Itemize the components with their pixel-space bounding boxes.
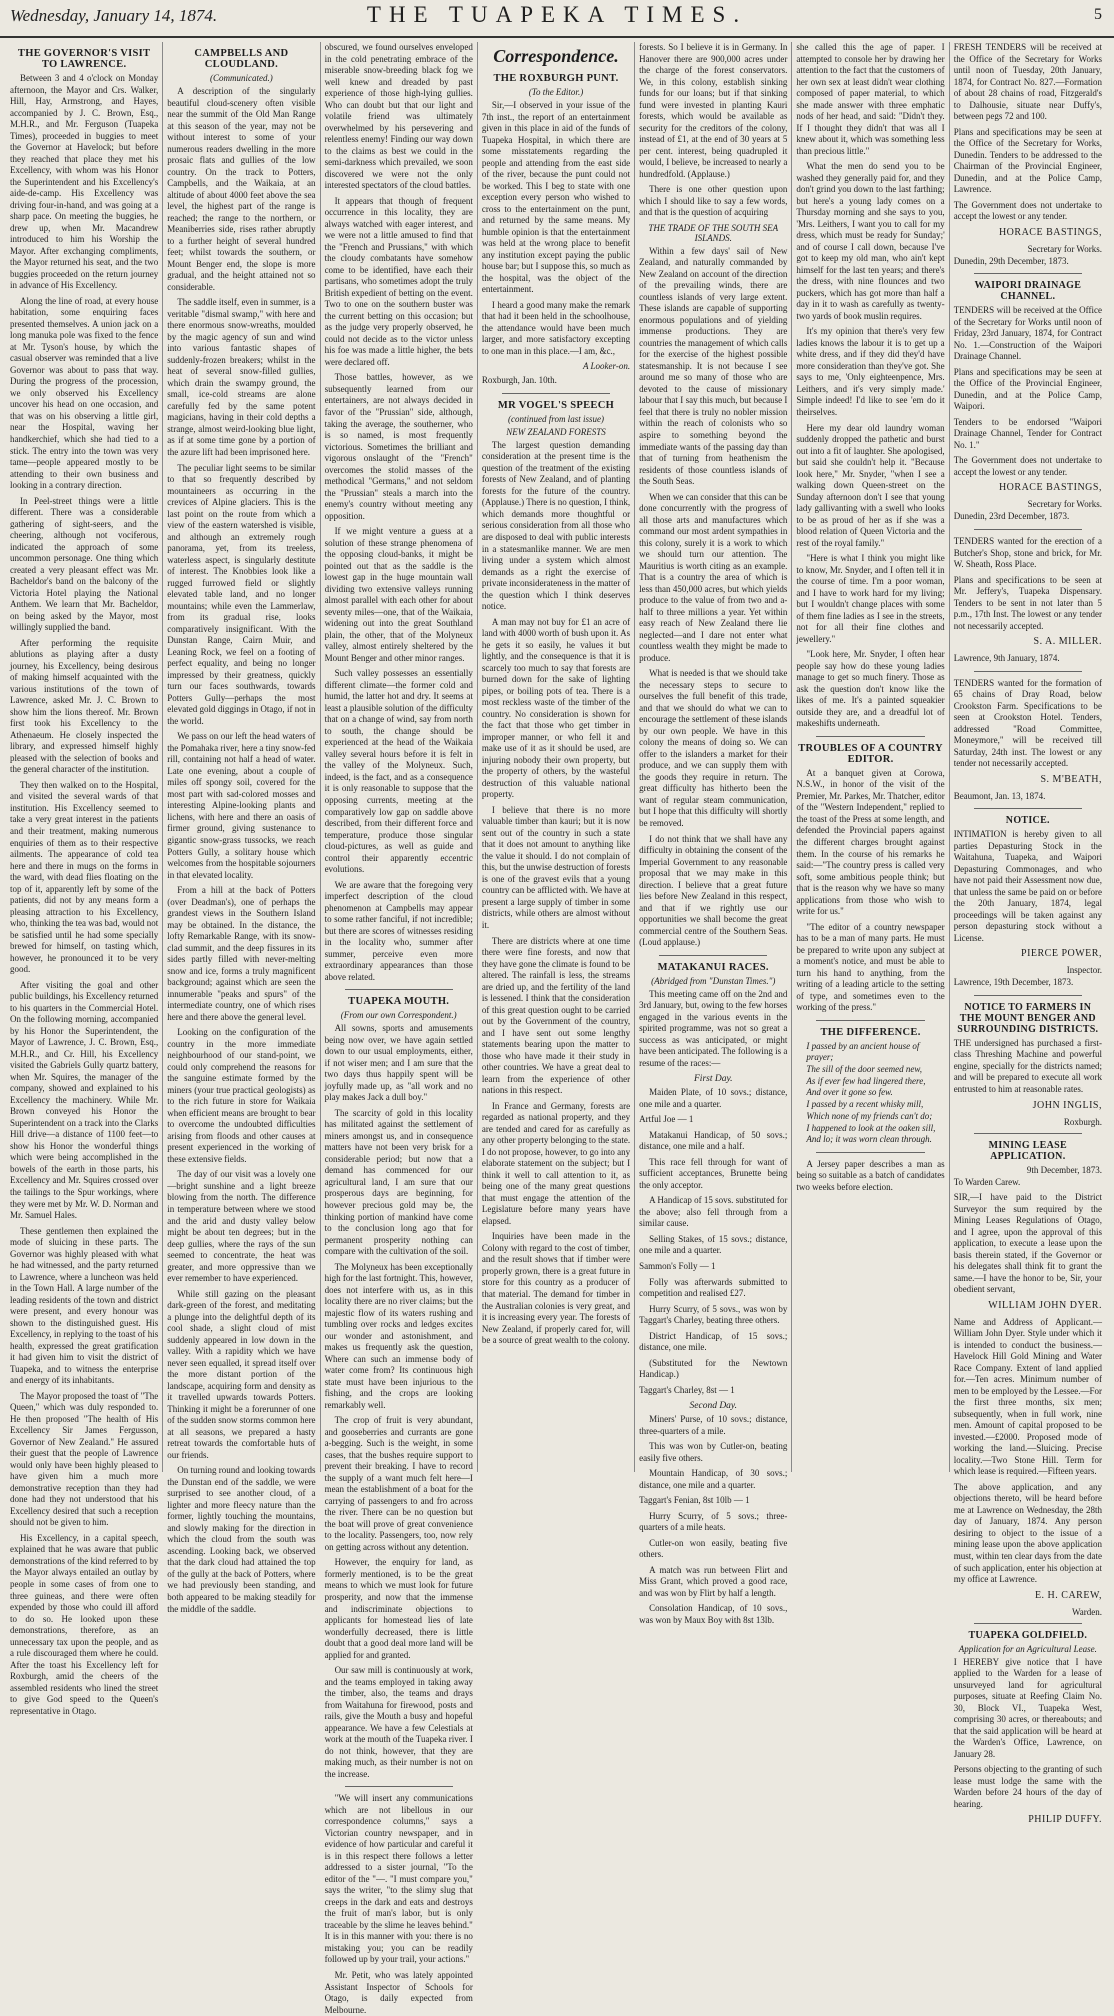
paragraph: Between 3 and 4 o'clock on Monday afternoon, the Mayor and Crs. Walker, Hill, Hay, Armstrong, and Hayes, accompanied by J. C. Brown, Esq., M.H.R., and Mr. Ferguson (Tuapeka Times), proceeded in buggies to meet the Governor at Havelock; but before they reached that place they met his Excellency, with whom was his Honor the Superintendent and his Excellency's aide-de-camp. His Excellency was driving four-in-hand, and was going at a sharp pace. On meeting the buggies, he drew up, when Mr. Macandrew introduced to him his Worship the Mayor. After exchanging compliments, the Mayor returned his seat, and the two buggies proceeded on the return journey in advance of His Excellency.	[10, 73, 159, 291]
ad-role: Inspector.	[1066, 965, 1102, 976]
paragraph: Here my dear old laundry woman suddenly dropped the pathetic and burst out into a fit of laughter. She apologised, but said she couldn't help it. "Because look here," Mr. Snyder, "when I see a walking down Queen-street on the Sunday afternoon don't I see that young lady gallivanting with a swell who looks to be as proud of her as if she was a blood relation of Queen Victoria and the rest of the royal family."	[796, 422, 945, 548]
poem-line: I passed by a recent whisky mill,	[806, 1099, 924, 1110]
race-note: A Handicap of 15 sovs. substituted for the above; also fell through from a similar cause.	[639, 1195, 788, 1229]
paragraph: she called this the age of paper. I attempted to console her by drawing her attention to the fact that the customers of her own sex at least didn't wear clothing composed of paper material, to which she made answer with three emphatic nods of her head, and said: "Didn't they. If I thought they didn't that was all I knew about it, which was something less than precious little."	[796, 42, 945, 156]
ad-paragraph: Plans and specifications may be seen at the Office of the Secretary for Works, Dunedin. Tenders to be addressed to the Chairman of the Provincial Engineer, Dunedin, and at the Police Camp, Lawrence.	[953, 126, 1102, 195]
paragraph: This meeting came off on the 2nd and 3rd January, but, owing to the few horses engaged in the various events in the spirited programme, was not so great a success as was anticipated, or might have been anticipated. The following is a resume of the races:—	[639, 988, 788, 1068]
ad-signatory: PHILIP DUFFY.	[1028, 1814, 1102, 1826]
poem-line: And lo; it was worn clean through.	[806, 1134, 932, 1145]
divider	[974, 529, 1082, 530]
ad-paragraph: THE undersigned has purchased a first-class Threshing Machine and powerful engine, specially for the districts named; and will be prepared to execute all work entrusted to him at reasonable rates.	[953, 1037, 1102, 1094]
poem-line: And over it gone so few.	[806, 1087, 893, 1098]
article-subtitle: (From our own Correspondent.)	[340, 1010, 457, 1021]
paragraph: "The editor of a country newspaper has to be a man of many parts. He must be prepared to write upon any subject at a moment's notice, and must be able to turn his hand to anything, from the writing of a leading article to the setting of type, and sometimes even to the working of the press."	[796, 921, 945, 1013]
article-title-governors-visit: THE GOVERNOR'S VISIT TO LAWRENCE.	[17, 48, 151, 70]
divider	[659, 955, 767, 956]
letter-place: Roxburgh, Jan. 10th.	[481, 375, 557, 386]
divider	[816, 736, 924, 737]
paragraph: His Excellency, in a capital speech, explained that he was aware that public demonstrations of the kind referred to by the Mayor always entailed an outlay by people in some cases of from one to three guineas, and there were often expended by those who could ill afford to do so. He looked upon these demonstrations, therefore, as an unnecessary tax upon the people, and as a rule discouraged them where he could. After the toast his Excellency left for Roxburgh, amid the cheers of the assembled residents who lined the street to give God speed to the Queen's representative in Otago.	[10, 1532, 159, 1716]
poem-line: Which none of my friends can't do;	[806, 1110, 933, 1121]
paragraph: The Molyneux has been exceptionally high for the last fortnight. This, however, does not interfere with us, as in this locality there are no river claims; but the majestic flow of its waters rushing and tumbling over rocks and ledges excites our wonder and astonishment, and makes us frequently ask the question, Where can such an immense body of water come from? Its continuous high state must have been injurious to the fishing, and the crops are looking remarkably well.	[324, 1261, 473, 1410]
paragraph: "Here is what I think you might like to know, Mr. Snyder, and I often tell it in the course of time. I'm a poor woman, and I have to work hard for my living; but I wouldn't change places with some of them fine ladies as I see in the streets, not for all their fine clothes and jewellery."	[796, 553, 945, 644]
race-entry: Hurry Scurry, of 5 sovs., was won by Taggart's Charley, beating three others.	[639, 1303, 788, 1326]
race-day-heading: Second Day.	[689, 1401, 738, 1412]
paragraph: The saddle itself, even in summer, is a veritable "dismal swamp," with here and there enormous snow-wreaths, moulded by the magic agency of sun and wind into various fantastic shapes of suddenly-frozen breakers; whilst in the heat of several snow-filled gullies, which drain the swampy ground, the small, ice-cold streams are alone carefully fed by the same potent magicians, having in their cold depths a strange, almost weird-looking blue light, as if at some time gone by a portion of the azure lift had been imprisoned here.	[167, 297, 316, 457]
ad-paragraph: Persons objecting to the granting of such lease must lodge the same with the Warden before 24 hours of the day of hearing.	[953, 1764, 1102, 1809]
ad-title-tuapeka-goldfield: TUAPEKA GOLDFIELD.	[968, 1629, 1088, 1641]
ad-paragraph: To Warden Carew.	[953, 1176, 1021, 1187]
paragraph: From a hill at the back of Potters (over Deadman's), one of perhaps the grandest views in the Southern Island may be obtained. In the distance, the lofty Remarkable Range, with its snow-clad summit, and the deep fissures in its sides partly filled with never-melting snow and ice, forms a truly magnificent background; against which are seen the innumerable "peaks and spurs" of the intermediate country, one of which rises here and there above the general level.	[167, 885, 316, 1022]
ad-subtitle: Application for an Agricultural Lease.	[958, 1643, 1097, 1654]
race-note: Consolation Handicap, of 10 sovs., was won by Maux Boy with 8st 13lb.	[639, 1603, 788, 1625]
article-title-matakanui-races: MATAKANUI RACES.	[657, 961, 769, 973]
paragraph: We are aware that the foregoing very imperfect description of the cloud phenomenon at Campbells may appear to some rather fanciful, if not incredible; but there are scores of witnesses residing in the locality who, summer after summer, perceive even more extraordinary appearances than those above related.	[324, 879, 473, 982]
divider	[345, 989, 453, 990]
ad-paragraph: TENDERS wanted for the formation of 65 chains of Dray Road, below Crookston Farm. Specifications to be seen at Crookston Hotel. Tenders, addressed "Road Committee, Moneymore," will be received till Saturday, 24th inst. The lowest or any tender not necessarily accepted.	[953, 677, 1102, 769]
masthead-date: Wednesday, January 14, 1874.	[10, 6, 218, 25]
article-title-country-editor: TROUBLES OF A COUNTRY EDITOR.	[798, 742, 943, 765]
ad-signatory: HORACE BASTINGS,	[998, 226, 1102, 238]
paragraph: Sir,—I observed in your issue of the 7th inst., the report of an entertainment given in this place in aid of the funds of Tuapeka Hospital, in which there are some misstatements regarding the people and attending from the east side of the river, because the punt could not be worked. This I beg to state with one exception every person who wished to cross to the entertainment on the punt, and returned by the same means. My humble opinion is that the entertainment was held at the wrong place to benefit any institution except paying the public house bar; but I suppose this, so much as the hospital, was the object of the entertainment.	[481, 100, 631, 295]
ad-date: Lawrence, 9th January, 1874.	[953, 653, 1060, 664]
column-7-advertisements	[950, 42, 1106, 1826]
race-entry: Mountain Handicap, of 30 sovs.; distance, one mile and a quarter.	[639, 1468, 788, 1490]
poem-line: The sill of the door seemed new,	[806, 1064, 922, 1075]
ad-paragraph: INTIMATION is hereby given to all parties Depasturing Stock in the Waitahuna, Tuapeka, and Waipori Depasturing Commonages, and who have not paid their Assessment now due, that unless the same be paid on or before the 20th January, 1874, legal proceedings will be taken against any person depasturing stock without a License.	[953, 829, 1102, 943]
paragraph: However, the enquiry for land, as formerly mentioned, is to be the great means to which we must look for future prosperity, and now that the immense and indiscriminate objections to applicants for homestead lies of late wonderfully decreased, there is little doubt that a good deal more land will be applied for and granted.	[324, 1557, 473, 1660]
section-banner-correspondence: Correspondence.	[493, 46, 619, 66]
divider	[974, 995, 1082, 996]
paragraph: On turning round and looking towards the Dunstan end of the saddle, we were surprised to see another cloud, of a lighter and more fleecy nature than the former, lightly touching the mountains, and slowly making for the direction in which the cloud from the south was ascending. Looking back, we observed that the dark cloud had attained the top of the gully at the back of Potters, where we had previously been standing, and both appeared to be making steadily for the middle of the saddle.	[167, 1465, 316, 1614]
divider	[974, 1623, 1082, 1624]
divider	[974, 671, 1082, 672]
ad-role: Roxburgh.	[1063, 1116, 1102, 1127]
ad-signatory: HORACE BASTINGS,	[998, 482, 1102, 494]
paragraph: At a banquet given at Corowa, N.S.W., in honor of the visit of the Premier, Mr. Parkes, Mr. Thatcher, editor of the "Western Independent," replied to the toast of the Press at some length, and defended the Provincial papers against the different charges brought against them. In the course of his remarks he said:—"The country press is called very soft, some ambitious people think; but that is the reason why we have so many applications from those who wish to write for us."	[796, 767, 945, 917]
ad-date: 9th December, 1873.	[1026, 1164, 1102, 1175]
ad-date: Lawrence, 19th December, 1873.	[953, 977, 1074, 988]
ad-fresh-tenders-body: FRESH TENDERS will be received at the Office of the Secretary for Works until noon of Tuesday, 20th January, 1874, for Contract No. 827.—Formation of about 28 chains of road, Fitzgerald's to Dalhousie, situate near Duffy's, between pegs 72 and 100.	[953, 42, 1102, 122]
paragraph: The crop of fruit is very abundant, and gooseberries and currants are gone a-begging. Such is the weight, in some cases, that the bushes require support to prevent their breaking. I have to record the supply of a want much felt here—I mean the establishment of a boat for the carrying of passengers to and fro across the river. There can be no question but the boat will prove of great convenience to the locality. Passengers, too, now rely on getting across without any detention.	[324, 1415, 473, 1552]
poem-line: I passed by an ancient house of prayer;	[806, 1040, 920, 1063]
article-title-campbells-cloudland: CAMPBELLS AND CLOUDLAND.	[194, 48, 289, 70]
paragraph: These gentlemen then explained the mode of sluicing in these parts. The Governor was highly pleased with what he had witnessed, and the party returned to Lawrence, where a luncheon was held in the Town Hall. A large number of the leading residents of the town and district were present, and every honour was shown to the distinguished guest. His Excellency, in replying to the toast of his health, expressed the great gratification it had given him to visit the district of Tuapeka, and to witness the enterprise and energy of its inhabitants.	[10, 1225, 159, 1386]
paragraph: After performing the requisite ablutions as playing after a dusty journey, his Excellency, being desirous of making himself acquainted with the various institutions of the town of Lawrence, asked Mr. J. C. Brown to show him the lions thereof. Mr. Brown first took his Excellency to the Athenaeum. He closely inspected the library, and expressed himself highly pleased with the selection of books and the general character of the institution.	[10, 637, 159, 775]
ad-paragraph: Plans and specifications may be seen at the Office of the Provincial Engineer, Dunedin, and at the Police Camp, Waipori.	[953, 366, 1102, 412]
ad-title-notice-to-farmers: NOTICE TO FARMERS IN THE MOUNT BENGER AND SURROUNDING DISTRICTS.	[957, 1001, 1099, 1035]
poem-line: I happened to look at the oaken sill,	[806, 1122, 936, 1133]
paragraph: If we might venture a guess at a solution of these strange phenomena of the opposing cloud-banks, it might be pointed out that as the saddle is the lowest gap in the huge mountain wall dividing two extensive valleys running almost parallel with each other for about seventy miles—one, that of the Waikaia, widening out into the great Southland plain, the other, that of the Molyneux valley, almost entirely sheltered by the Mount Benger and other minor ranges.	[324, 526, 473, 663]
divider	[974, 808, 1082, 809]
paragraph: forests. So I believe it is in Germany. In Hanover there are 900,000 acres under the charge of the forest conservators. We, in this colony, establish sinking funds for our loans; but if that sinking fund were invested in planting Kauri forests, which would be available as security for the creditors of the colony, instead of £1, at the end of 30 years at 5 per cent. interest, being quadrupled it would, I believe, be increased to nearly a hundredfold. (Applause.)	[639, 42, 788, 179]
paragraph: I heard a good many make the remark that had it been held in the schoolhouse, the attendance would have been much larger, and more satisfactory excepting to one man in this place.—I am, &c.,	[481, 299, 631, 356]
section-subhead: NEW ZEALAND FORESTS	[506, 426, 606, 437]
divider	[502, 393, 610, 394]
race-entry: Maiden Plate, of 10 sovs.; distance, one mile and a quarter.	[639, 1087, 788, 1109]
poem-line: As if ever few had lingered there,	[806, 1075, 926, 1086]
divider	[345, 1786, 453, 1787]
ad-paragraph: TENDERS will be received at the Office of the Secretary for Works until noon of Friday, 23rd January, 1874, for Contract No. 1.—Construction of the Waipori Drainage Channel.	[953, 305, 1102, 362]
paragraph: A man may not buy for £1 an acre of land with 4000 worth of bush upon it. As he gets it so easily, he values it but lightly, and the consequence is that it is scarcely too much to say that forests are burned down for the sake of lighting pipes, or boiling pots of tea. There is a most reckless waste of the timber of the country. No consideration is shown for the fact that those who get timber in improper manner, or who fell it and make use of it as it should be used, are injuring nobody their own property, but the property of others, by the wasteful destruction of this valuable national property.	[481, 616, 631, 800]
letter-signature: A Looker-on.	[582, 361, 631, 372]
ad-date: Beaumont, Jan. 13, 1874.	[953, 790, 1046, 801]
race-entry: Matakanui Handicap, of 50 sovs.; distance, one mile and a half.	[639, 1129, 788, 1152]
race-entry: District Handicap, of 15 sovs.; distance, one mile.	[639, 1330, 788, 1353]
paragraph: Such valley possesses an essentially different climate—the former cold and humid, the latter hot and dry. It seems at least a plausible solution of the difficulty that on a change of wind, say from north to south, the change should be experienced at the head of the Waikaia valley several hours before it is felt in the valley of the Molyneux. Such, indeed, is the fact, and as a consequence it is only reasonable to suppose that the opposing currents, meeting at the comparatively low gap on saddle above described, from their different force and temperature, produce those singular cloud-pictures, as well as guide and control their apparently eccentric evolutions.	[324, 668, 473, 875]
paragraph: What the men do send you to be washed they generally paid for, and they don't grind you down to the last farthing; but here's a young lady comes on a Thursday morning and she says to you, 'Mrs. Leithers, I want you to call for my dress, which must be ready for Sunday;' and of course I call down, because I've got to keep my old man, who ain't kept himself for the last ten years; and there's the dress, with nine flounces and two puckers, which has got more than half a day in it to wash as carefully as twenty-two yards of book muslin requires.	[796, 161, 945, 321]
paragraph: What is needed is that we should take the necessary steps to secure to ourselves the full benefit of this trade, and that we should do what we can to encourage the settlement of these islands by our own people. We have in this colony the means of doing so. We can offer to the islanders a market for their produce, and we can supply them with the goods they require in return. The great difficulty has hitherto been the want of regular steam communication, but I hope that this difficulty will shortly be removed.	[639, 668, 788, 828]
paragraph: They then walked on to the Hospital, and visited the several wards of that institution. His Excellency seemed to take a very great interest in the patients and their treatment, making numerous enquiries of them as to their respective ailments. The appearance of cold tea here and there in mugs on the forms in the ward, with dead flies floating on the top of it, apparently left by some of the patients, did not by any means form a pleasing attraction to his Excellency, who, thinking the tea was bad, would not be satisfied until he had some specially brewed for himself, on tasting which, however, he pronounced it to be very good.	[10, 779, 159, 975]
column-4	[478, 42, 635, 1472]
race-note: (Substituted for the Newtown Handicap.)	[639, 1357, 788, 1380]
ad-paragraph: The Government does not undertake to accept the lowest or any tender.	[953, 455, 1102, 477]
paragraph: While still gazing on the pleasant dark-green of the forest, and meditating a plunge into the delightful depth of its cool shade, a slight cloud of mist suddenly appeared in low down in the valley. With a rapidity which we have never seen equalled, it spread itself over the more distant portion of the landscape, acquiring form and density as it travelled upwards towards Potters. Thinking it might be a forerunner of one of the sudden snow storms common here at all seasons, we prepared a hasty retreat towards the comfortable huts of our friends.	[167, 1288, 316, 1460]
paragraph: Our saw mill is continuously at work, and the teams employed in taking away the timber, also, the teams and drays from Waitahuna for firewood, posts and rails, give the Mouth a busy and hopeful appearance. We have a few Celestials at work at the mouth of the Tuapeka river. I do not think, however, that they are making much, as their number is not on the increase.	[324, 1665, 473, 1779]
race-day-heading: First Day.	[694, 1074, 733, 1085]
ad-paragraph: The above application, and any objections thereto, will be heard before me at Lawrence on Wednesday, the 28th day of January, 1874. Any person desiring to object to the issue of a mining lease upon the above application must, within ten clear days from the date of such application, enter his objection at my office at Lawrence.	[953, 1481, 1102, 1585]
ad-signatory: E. H. CAREW,	[1034, 1589, 1102, 1601]
ad-paragraph: Plans and specifications to be seen at Mr. Jeffery's, Tuapeka Dispensary. Tenders to be sent in not later than 5 p.m., 17th Inst. The lowest or any tender not necessarily accepted.	[953, 574, 1102, 631]
column-5	[635, 42, 792, 1625]
column-6	[792, 42, 949, 1472]
race-result: Taggart's Charley, 8st — 1	[639, 1384, 735, 1395]
paragraph: Along the line of road, at every house habitation, some enquiring faces presented themselves. A union jack on a long manuka pole was fixed to the fence at Mr. Tyson's house, by which the casual observer was reminded that a live Governor was about to pass that way. During the progress of the procession, we only observed his Excellency uncover his head on one occasion, and that was on his observing a little girl, near the Hospital, waving her handkerchief, which she had tied to a stick. The entry into the town was very tame—people appeared mostly to be attending to their own business and looking in a contrary direction.	[10, 295, 159, 491]
paragraph: When we can consider that this can be done concurrently with the progress of all those arts and manufactures which command our most ardent sympathies in this colony, surely it is a work to which we should turn our attention. The Mauritius is worth citing as an example. That is a country the area of which is less than 450,000 acres, but which yields produce to the value of from two and a-half to three millions a year. Yet within easy reach of New Zealand there lie neglected—and I dare not enter what countless wealth they might be made to produce.	[639, 491, 788, 663]
column-1	[6, 42, 163, 1716]
ad-role: Secretary for Works.	[1027, 499, 1102, 510]
paragraph: There is one other question upon which I should like to say a few words, and that is the question of acquiring	[639, 184, 788, 218]
ad-role: Warden.	[1071, 1606, 1102, 1617]
article-subtitle: (To the Editor.)	[528, 87, 584, 97]
article-subtitle: (continued from last issue)	[508, 413, 604, 424]
paragraph: I do not think that we shall have any difficulty in obtaining the consent of the Imperial Government to any reasonable proposal that we may make in this direction. I believe that a great future lies before New Zealand in this respect, and that if we rightly use our opportunities we shall become the great commercial centre of the Southern Seas. (Loud applause.)	[639, 833, 788, 948]
ad-role: Secretary for Works.	[1027, 243, 1102, 254]
paragraph: A description of the singularly beautiful cloud-scenery often visible near the summit of the Old Man Range at this season of the year, may not be without interest to some of your numerous readers dwelling in the more prosaic flats and gullies of the low country. On the track to Potters, Campbells, and the Waikaia, at an altitude of about 4000 feet above the sea level, the highest part of the range is reached; the range to the northern, or Meaniberries side, rises rather abruptly to a further height of several hundred feet; whilst towards the southern, or Mount Benger end, the slope is more gradual, and the height attained not so considerable.	[167, 86, 316, 292]
race-entry: Hurry Scurry, of 5 sovs.; three-quarters of a mile heats.	[639, 1510, 788, 1533]
paragraph: The scarcity of gold in this locality has militated against the settlement of miners amongst us, and in consequence matters have not been very brisk for a considerable period; but now that a demand has commenced for our agricultural land, I am sure that our prosperous days are beginning, for however precious gold may be, the thinking portion of mankind have come to the conclusion long ago that for permanent prosperity nothing can compare with the cultivation of the soil.	[324, 1107, 473, 1257]
column-2	[163, 42, 320, 1614]
ad-paragraph: The Government does not undertake to accept the lowest or any tender.	[953, 199, 1102, 222]
paragraph: Within a few days' sail of New Zealand, and naturally commanded by New Zealand on account of the direction of the prevailing winds, there are countless islands of very large extent. These islands are capable of supporting enormous populations and of yielding immense productions. They are countries the management of which calls for the exercise of the highest possible statesmanship. It is not because I see around me so many of those who are devoted to the cause of missionary labour that I say this much, but because I feel that there is truly no nobler mission within the reach of colonists who so aspire to something beyond the immediate wants of the passing day than that of turning from heathenism the residents of those countless islands of the South Seas.	[639, 245, 788, 487]
poem-title-the-difference: THE DIFFERENCE.	[820, 1026, 921, 1038]
paragraph: The Mayor proposed the toast of "The Queen," which was duly responded to. He then proposed "The health of His Excellency Sir James Fergusson, Governor of New Zealand." He assured their guest that the people of Lawrence would only have been highly pleased to have given him a much more demonstrative reception than they had done had they not understood that his Excellency desired that such a reception should not be given to him.	[10, 1390, 159, 1528]
race-result: Sammon's Folly — 1	[639, 1260, 716, 1271]
masthead	[0, 0, 1114, 38]
ad-signatory: S. A. MILLER.	[1033, 636, 1102, 648]
paragraph: I believe that there is no more valuable timber than kauri; but it is now sent out of the country in such a state that it does not amount to anything like the value it should. I do not complain of this, but the unwise destruction of forests is one of the gravest evils that a young country can be afflicted with. We have at present a large supply of timber in some districts, while others are almost without it.	[481, 804, 631, 930]
section-subhead: THE TRADE OF THE SOUTH SEA ISLANDS.	[648, 222, 779, 243]
article-title-tuapeka-mouth: TUAPEKA MOUTH.	[348, 996, 450, 1008]
race-note: This race fell through for want of sufficient acceptances, Brunette being the only acceptor.	[639, 1156, 788, 1190]
paragraph: It's my opinion that there's very few ladies knows the labour it is to get up a white dress, and if they did they'd have more consideration than they've got. She says to me, 'Only eighteenpence, Mrs. Leithers, and it's very simply made.' Simple indeed! I'd like to see 'em do it theirselves.	[796, 326, 945, 417]
race-note: A match was run between Flirt and Miss Grant, which proved a good race, and was won by Flirt by half a length.	[639, 1564, 788, 1598]
article-subtitle: (Communicated.)	[210, 73, 273, 83]
ad-title-notice: NOTICE.	[1005, 815, 1050, 827]
paragraph: Those battles, however, as we subsequently learned from our entertainers, are not always decided in favor of the "Prussian" side, although, taking the average, the southerner, who is so named, is most frequently victorious. Sometimes the brilliant and vigorous onslaught of the "French" overcomes the stolid masses of the methodical "Germans," and not seldom the "Prussian" steals a march into the enemy's country without meeting any opposition.	[324, 372, 473, 521]
ad-paragraph: I HEREBY give notice that I have applied to the Warden for a lease of unsurveyed land for agricultural purposes, situate at Reefing Claim No. 30, Block VI., Tuapeka West, comprising 30 acres, or thereabouts; and that the said application will be heard at the Warden's Office, Lawrence, on January 28.	[953, 1656, 1102, 1759]
paragraph: Looking on the configuration of the country in the more immediate neighbourhood of our stand-point, we could only comprehend the reasons for the sanguine estimate formed by the miners (your true practical geologists) as to the rich future in store for Waikaia when efficient means are brought to bear to overcome the undoubted difficulties arising from floods and other causes at present experienced in the working of these extensive fields.	[167, 1027, 316, 1164]
race-entry: Miners' Purse, of 10 sovs.; distance, three-quarters of a mile.	[639, 1414, 788, 1436]
ad-paragraph: SIR,—I have paid to the District Surveyor the sum required by the Mining Leases Regulations of Otago, and I agree, upon the approval of this application, to execute a lease upon the basis therein stated, if the Governor or his delegates shall think fit to grant the same.—I have the honor to be, Sir, your obedient servant,	[953, 1192, 1102, 1295]
ad-title-mining-lease: MINING LEASE APPLICATION.	[988, 1139, 1067, 1162]
race-entry: Selling Stakes, of 15 sovs.; distance, one mile and a quarter.	[639, 1233, 788, 1256]
paragraph: After visiting the goal and other public buildings, his Excellency returned to his quarters in the Commercial Hotel. On the following morning, accompanied by his Honor the Superintendent, the Mayor of Lawrence, J. C. Brown, Esq., M.H.R., and Cr. Hill, his Excellency visited the Gabriels Gully quartz battery, when Mr. Squires, the manager of the company, showed and explained to his Excellency the machinery. While Mr. Brown conveyed his Honor the Superintendent on a track into the Clarks Hill drive—a distance of 1100 feet—to show his Honor the wonderful things which were being accomplished in the bowels of the earth in those parts, his Excellency and Mr. Squires crossed over the tailings to the Spur workings, where they were met by Mr. W. D. Norman and Mr. Samuel Hales.	[10, 979, 159, 1221]
page-number: 5	[1094, 6, 1102, 23]
paragraph: It appears that though of frequent occurrence in this locality, they are always watched with eager interest, and we were not a little amused to find that the "French and Prussians," with which the cloudy combatants have somehow come to be identified, have each their partisans, who sometimes adopt the truly British expedient of betting on the event. Two to one on the southern buster was the current betting on this occasion; but as the judge very properly observed, he could not decide as to the victor unless his foe was made a little higher, the bets were declared off.	[324, 195, 473, 367]
ad-signatory: JOHN INGLIS,	[1032, 1099, 1102, 1111]
ad-signatory: S. M'BEATH,	[1040, 773, 1102, 785]
masthead-title: THE TUAPEKA TIMES.	[366, 2, 748, 27]
article-title-vogels-speech: MR VOGEL'S SPEECH	[497, 399, 615, 411]
race-result: Artful Joe — 1	[639, 1114, 694, 1125]
paragraph: "We will insert any communications which are not libellous in our correspondence columns," says a Victorian country newspaper, and in evidence of how particular and careful it is in this respect there follows a letter addressed to a sister journal, "To the editor of the "—. "I must compare you," says the writer, "to the slimy slug that creeps in the dark and eats and destroys the fruit of man's labor, but is only traceable by the slime he leaves behind." It is in this manner with you: there is no mistaking you; you can be readily followed up by your trail, your actions."	[324, 1793, 473, 1965]
divider	[816, 1020, 924, 1021]
divider	[816, 1152, 924, 1153]
paragraph: We pass on our left the head waters of the Pomahaka river, here a tiny snow-fed rill, containing not half a head of water. Late one evening, about a couple of miles off spongy soil, covered for the most part with sad-colored mosses and interesting Alpine-looking plants and lichens, with here and there an oasis of firmer ground, giving sustenance to gigantic snow-grass tussocks, we reach Potters Gully, a solitary house which welcomes from the hospitable sojourners in that elevated locality.	[167, 731, 316, 880]
paragraph: Mr. Petit, who was lately appointed Assistant Inspector of Schools for Otago, is daily expected from Melbourne.	[324, 1969, 473, 2015]
paragraph: A Jersey paper describes a man as being so suitable as a batch of candidates two weeks before election.	[796, 1158, 945, 1192]
paragraph: The day of our visit was a lovely one—bright sunshine and a light breeze blowing from the north. The difference in temperature between where we stood and the arid and dusty valley below might be about ten degrees; but in the deep gullies, where the rays of the sun seemed to concentrate, the heat was greater, and more oppressive than we ever remember to have experienced.	[167, 1169, 316, 1284]
ad-paragraph: TENDERS wanted for the erection of a Butcher's Shop, stone and brick, for Mr. W. Sheath, Ross Place.	[953, 535, 1102, 570]
race-note: This was won by Cutler-on, beating easily five others.	[639, 1441, 788, 1463]
paragraph: obscured, we found ourselves enveloped in the cold penetrating embrace of the miserable snow-breeding black fog we well knew and dreaded by past experience of those high-lying gullies. Who can doubt but that our light and volatile friend was ultimately overwhelmed by his persevering and relentless enemy! Finding our way down to the claims as best we could in the semi-darkness which prevailed, we soon discovered we were not the only interested spectators of the cloud battles.	[324, 42, 473, 191]
race-note: Cutler-on won easily, beating five others.	[639, 1537, 788, 1560]
paragraph: Inquiries have been made in the Colony with regard to the cost of timber, and the result shows that if timber were properly grown, there is a great future in store for this country as a producer of that material. The demand for timber in the Australian colonies is very great, and it is increasing every year. The forests of New Zealand, if properly cared for, will be a source of great wealth to the colony.	[481, 1231, 631, 1346]
paragraph: In Peel-street things were a little different. There was a considerable gathering of sight-seers, and the cheering, although not vociferous, indicated the approach of some uncommon personage. One thing which created a very pleasant effect was Mr. Bacheldor's band on the balcony of the Victoria Hotel playing the National Anthem. We learn that Mr. Bacheldor, on being asked by the Mayor, most willingly supplied the band.	[10, 495, 159, 633]
article-subtitle: (Abridged from "Dunstan Times.")	[651, 975, 776, 986]
paragraph: All sowns, sports and amusements being now over, we have again settled down to our usual employments, either, if not wiser men; and I am sure that the two days thus happily spent will be joyfully made up, as "all work and no play makes Jack a dull boy."	[324, 1023, 473, 1103]
article-title-roxburgh-punt: THE ROXBURGH PUNT.	[493, 73, 619, 84]
columns	[6, 42, 1106, 2015]
ad-paragraph: Name and Address of Applicant.—William John Dyer. Style under which it is intended to conduct the business.—Havelock Hill Gold Mining and Water Race Company. Extent of land applied for.—Ten acres. Minimum number of men to be employed by the Lessee.—For the first three months, six men; subsequently, when in full work, nine men. Amount of capital proposed to be invested.—£2000. Proposed mode of working the land.—Sluicing. Precise locality.—Two Stone Hill. Term for which lease is required.—Fifteen years.	[953, 1316, 1102, 1477]
paragraph: The peculiar light seems to be similar to that so frequently described by mountaineers as occurring in the crevices of Alpine glaciers. This is the last point on the route from which a view of the eastern watershed is visible, and although an extremely rough panorama, yet, from its treeless, waterless aspect, is singularly destitute of interest. The Knobbies look like a rugged furrowed field or slightly elevated table land, and no longer mountains; while even the Lammerlaw, from its gradual rise, looks comparatively insignificant. With the Dunstan Range, Cairn Muir, and Leaning Rock, we feel on a footing of perfect equality, and being no longer impressed by their greatness, quickly turn our faces southwards, towards Potters Gully—perhaps the most elevated gold diggings in Otago, if not in the world.	[167, 462, 316, 726]
paragraph: The largest question demanding consideration at the present time is the question of the treatment of the existing forests of New Zealand, and of planting forests for the future of the country. (Applause.) There is no question, I think, which demands more thoughtful or serious consideration from all those who are disposed to deal with public interests in a statesmanlike manner. We are men living under a system which almost demands as a right the exercise of private inconsiderateness in the matter of the question which I think deserves notice.	[481, 439, 631, 612]
race-result: Taggart's Fenian, 8st 10lb — 1	[639, 1495, 750, 1506]
paragraph: There are districts where at one time there were fine forests, and now that they have gone the climate is found to be altered. The rainfall is less, the streams are dried up, and the fertility of the land is lessened. I think that the consideration of this great question ought to be carried out by the Government of the country, and I have sent out some lengthy statements bearing upon the matter to those who have made it their study in other countries. We have a great deal to learn from the experience of other nations in this respect.	[481, 935, 631, 1096]
ad-title-waipori-drainage: WAIPORI DRAINAGE CHANNEL.	[974, 280, 1082, 303]
ad-date: Dunedin, 29th December, 1873.	[953, 255, 1069, 266]
column-3	[321, 42, 478, 2015]
divider	[974, 273, 1082, 274]
ad-date: Dunedin, 23rd December, 1873.	[953, 511, 1070, 522]
ad-signatory: PIERCE POWER,	[1021, 948, 1102, 960]
paragraph: "Look here, Mr. Snyder, I often hear people say how do these young ladies manage to get so much finery. Those as ask the question don't know like the likes of me. It's a painted squeakier outside they are, and a dreadful lot of makeshifts underneath.	[796, 649, 945, 729]
divider	[974, 1133, 1082, 1134]
ad-paragraph: Tenders to be endorsed "Waipori Drainage Channel, Tender for Contract No. 1."	[953, 416, 1102, 450]
paragraph: In France and Germany, forests are regarded as national property, and they are tended and cared for as carefully as any other property belonging to the state. I do not propose, however, to go into any elaborate statement on the subject; but I think it well to call attention to it, as being one of the many great questions that must engage the attention of the Legislature before many years have elapsed.	[481, 1100, 631, 1226]
ad-signatory: WILLIAM JOHN DYER.	[988, 1299, 1102, 1311]
race-note: Folly was afterwards submitted to competition and realised £27.	[639, 1276, 788, 1299]
